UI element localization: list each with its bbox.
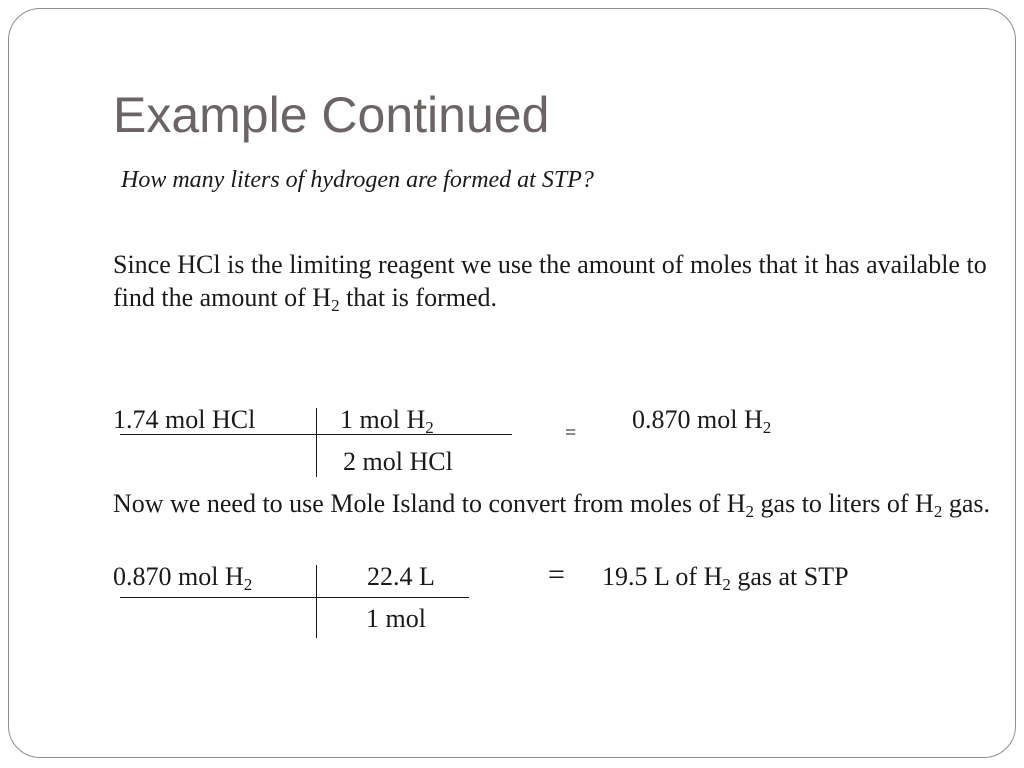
- para2-part1: Now we need to use Mole Island to convert from moles of H: [113, 489, 746, 518]
- calc1-denominator: 2 mol HCl: [343, 447, 453, 476]
- calc2-numerator: 22.4 L: [367, 562, 435, 591]
- calc1-result-text: 0.870 mol H: [632, 405, 763, 434]
- calc2-fraction-line: [120, 597, 469, 598]
- calc1-divider-line: [316, 408, 317, 477]
- calc2-result-subscript: 2: [722, 575, 731, 594]
- calc1-numerator: [340, 405, 434, 435]
- calc2-given: [113, 562, 252, 592]
- calc2-result: [602, 562, 849, 592]
- slide-title: Example Continued: [113, 87, 550, 143]
- limiting-reagent-paragraph: [113, 248, 993, 314]
- calc2-result-after: gas at STP: [730, 562, 849, 591]
- calc2-equals-sign: =: [548, 558, 565, 591]
- calc2-given-text: 0.870 mol H: [113, 562, 244, 591]
- calc2-denominator: 1 mol: [366, 604, 426, 633]
- mole-island-paragraph: [113, 487, 993, 520]
- calc1-given: 1.74 mol HCl: [113, 405, 256, 434]
- para1-text-after: that is formed.: [339, 283, 497, 312]
- question-text: How many liters of hydrogen are formed at STP?: [121, 167, 594, 193]
- calc2-result-text: 19.5 L of H: [602, 562, 723, 591]
- calc2-given-subscript: 2: [243, 575, 253, 594]
- para2-part3: gas.: [942, 489, 991, 518]
- para2-subscript1: 2: [745, 502, 755, 521]
- calc1-numerator-text: 1 mol H: [340, 405, 426, 434]
- calc1-result: [632, 405, 771, 435]
- para1-subscript: 2: [331, 296, 340, 315]
- calc1-result-subscript: 2: [762, 418, 772, 437]
- para1-text-before: Since HCl is the limiting reagent we use the amount of moles that it has available to find the amount of H: [113, 250, 987, 312]
- para2-subscript2: 2: [933, 502, 943, 521]
- calc1-numerator-subscript: 2: [425, 418, 434, 437]
- calc2-divider-line: [316, 565, 317, 638]
- calc1-equals-sign: =: [565, 422, 577, 444]
- para2-part2: gas to liters of H: [754, 489, 934, 518]
